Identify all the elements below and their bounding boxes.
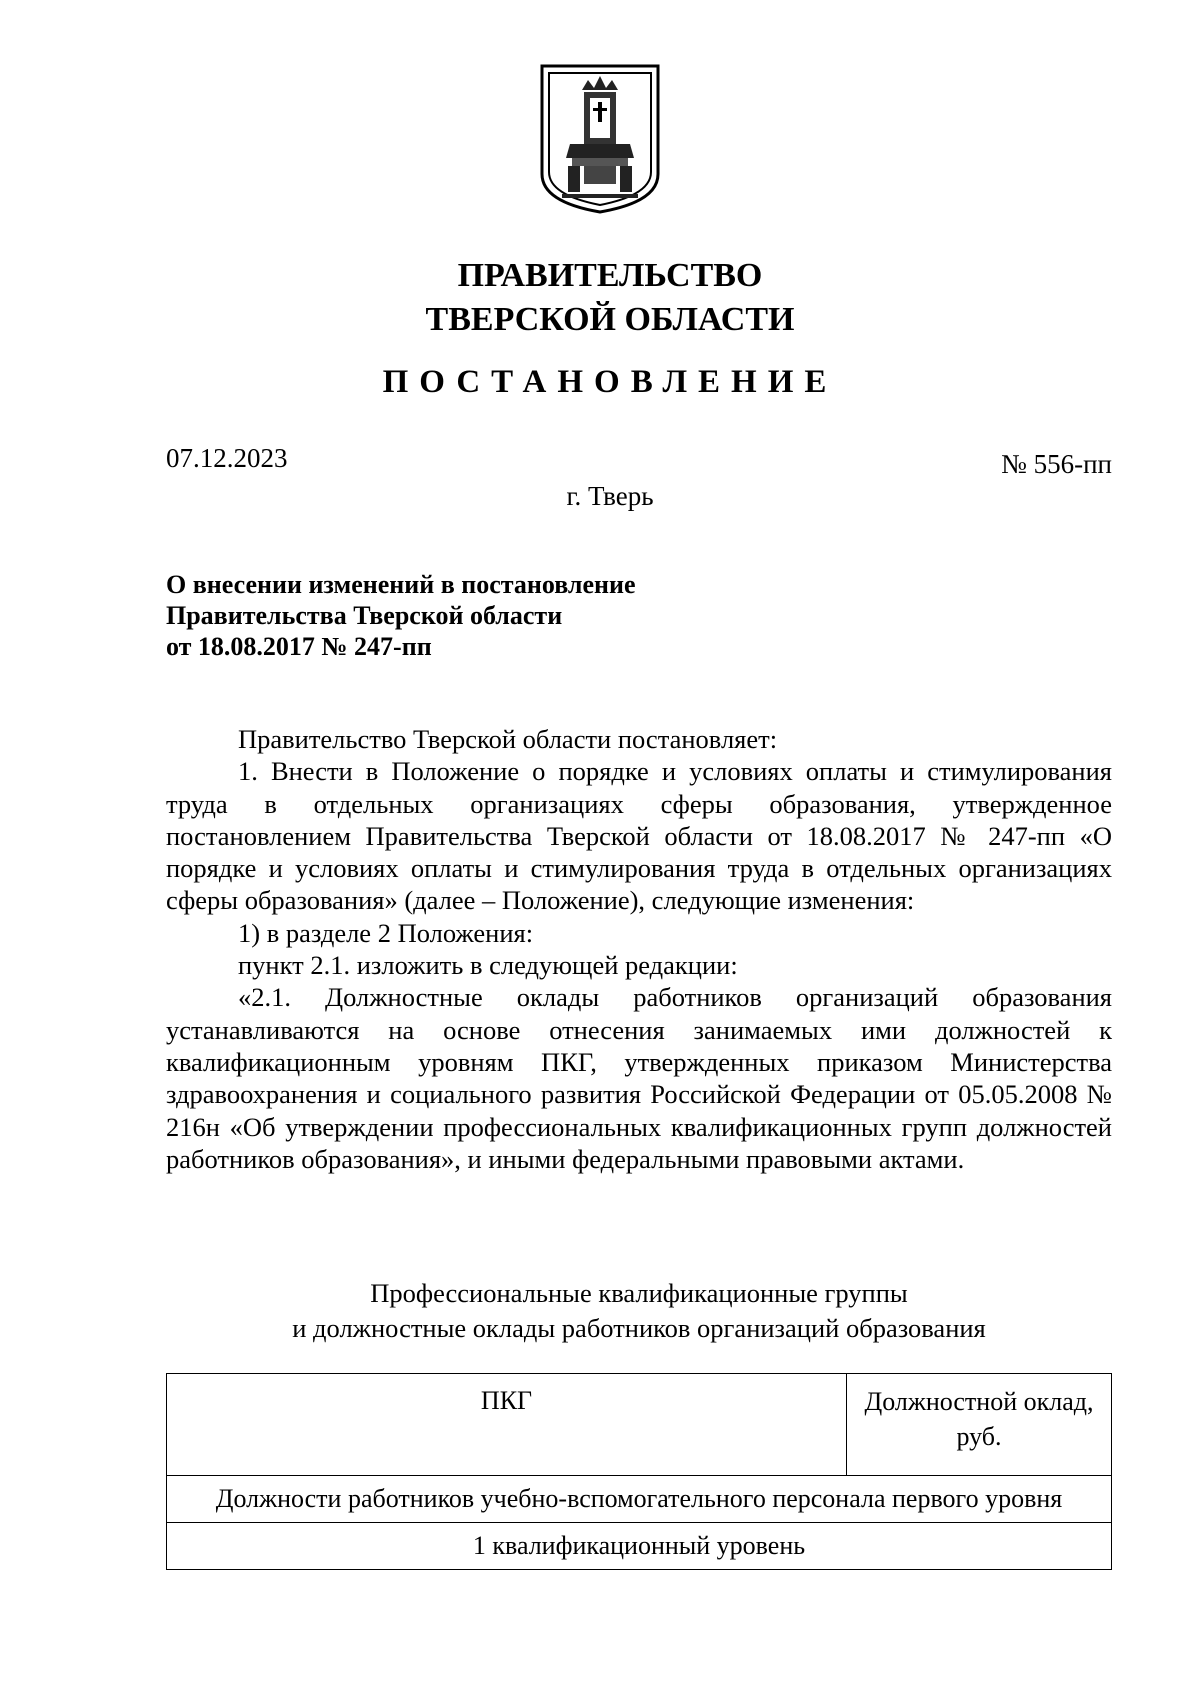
header-cell-pkg: ПКГ xyxy=(167,1374,847,1476)
tver-coat-of-arms-icon xyxy=(538,62,662,216)
document-number: № 556-пп xyxy=(1001,449,1112,479)
body-paragraph-5: «2.1. Должностные оклады работников организаций образования устанавливаются на основе отнесения занимаемых ими должностей к квалификационным уровням ПКГ, утвержденных приказом Министерства здравоохранения и социального развития Российской Федерации от 05.05.2008 № 216н «Об утверждении профессиональных квалификационных групп должностей работников образования», и иными федеральными правовыми актами. xyxy=(166,982,1112,1174)
header-salary-line2: руб. xyxy=(956,1422,1002,1451)
document-subject xyxy=(166,569,866,662)
document-city: г. Тверь xyxy=(566,481,654,511)
table-row xyxy=(167,1523,1112,1570)
subject-line2: Правительства Тверской области xyxy=(166,601,563,630)
body-paragraph-3: 1) в разделе 2 Положения: xyxy=(238,917,534,948)
subject-line3: от 18.08.2017 № 247-пп xyxy=(166,632,432,661)
table-row xyxy=(167,1476,1112,1523)
table-header-row xyxy=(167,1374,1112,1476)
header-salary-line1: Должностной оклад, xyxy=(864,1387,1094,1416)
body-paragraph-2: 1. Внести в Положение о порядке и условиях оплаты и стимулирования труда в отдельных организациях сферы образования, утвержденное постановлением Правительства Тверской области от 18.08.2017 № 247-пп «О порядке и условиях оплаты и стимулирования труда в отдельных организациях сферы образования» (далее – Положение), следующие изменения: xyxy=(166,756,1112,916)
subject-line1: О внесении изменений в постановление xyxy=(166,570,636,599)
org-title-line1: ПРАВИТЕЛЬСТВО xyxy=(457,257,763,294)
table-caption-line1: Профессиональные квалификационные группы xyxy=(370,1278,908,1308)
section-title-cell: Должности работников учебно-вспомогательного персонала первого уровня xyxy=(167,1476,1112,1523)
table-caption-line2: и должностные оклады работников организаций образования xyxy=(292,1313,986,1343)
level-title-cell: 1 квалификационный уровень xyxy=(167,1523,1112,1570)
pkg-salary-table xyxy=(166,1373,1112,1570)
header-cell-salary xyxy=(847,1374,1112,1476)
document-type: ПОСТАНОВЛЕНИЕ xyxy=(382,364,838,400)
body-paragraph-1: Правительство Тверской области постановляет: xyxy=(238,724,778,754)
document-body xyxy=(166,723,1112,1175)
organization-title xyxy=(0,254,1200,342)
document-date: 07.12.2023 xyxy=(166,443,288,473)
org-title-line2: ТВЕРСКОЙ ОБЛАСТИ xyxy=(425,301,795,338)
body-paragraph-4: пункт 2.1. изложить в следующей редакции: xyxy=(238,950,738,981)
table-caption xyxy=(166,1276,1112,1346)
